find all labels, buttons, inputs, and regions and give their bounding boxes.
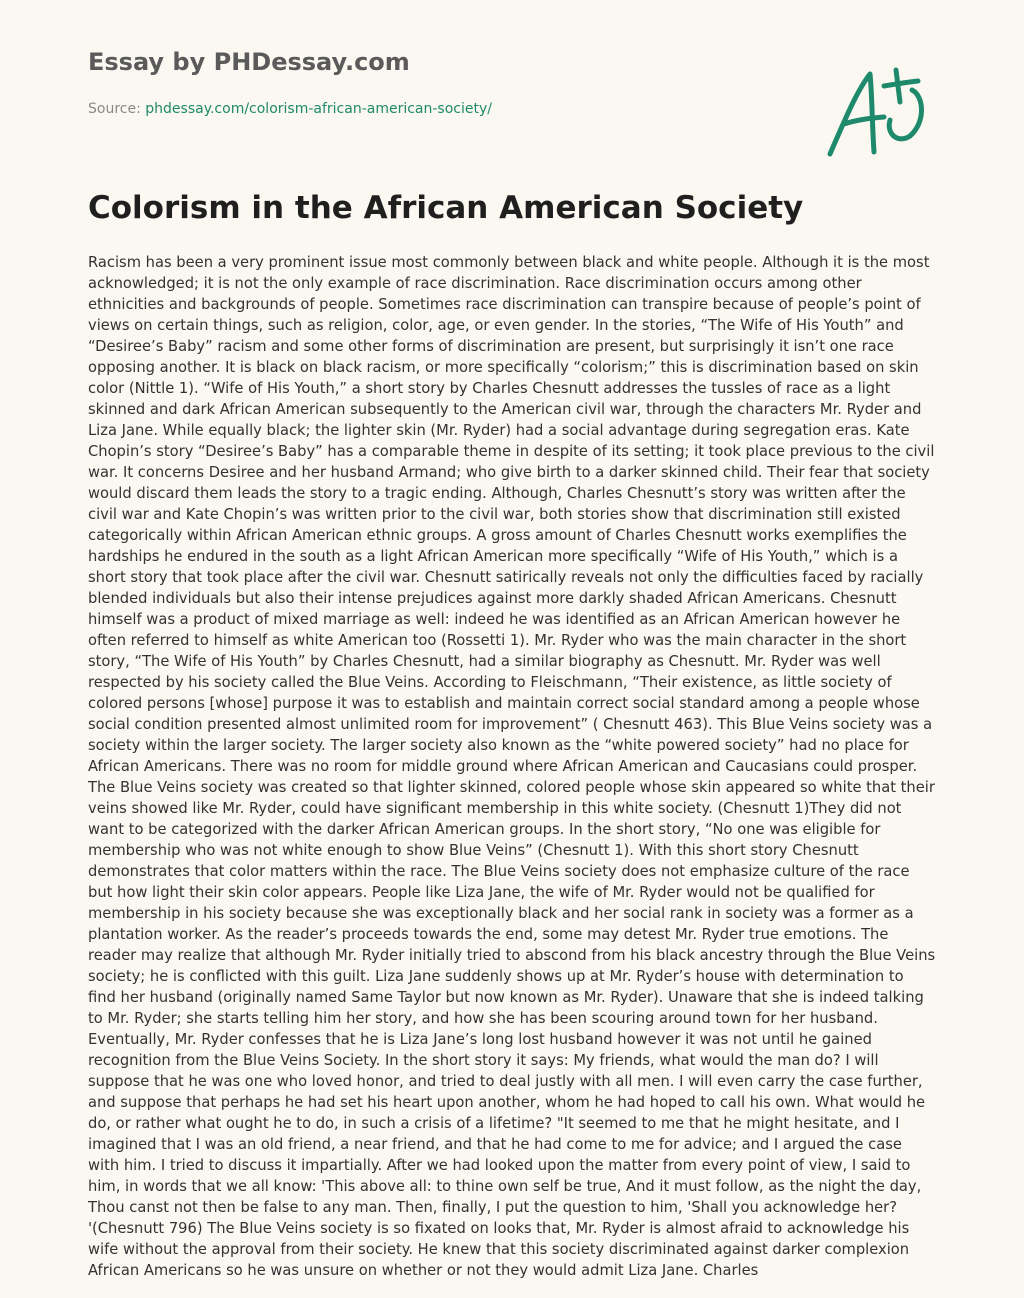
source-label: Source: [88, 101, 146, 117]
essay-body: Racism has been a very prominent issue most commonly between black and white people. Although it is the most acknowledged; it is not the only example of race discrimination. Race discrimination occurs among other ethnicities and backgrounds of people. Sometimes race discrimination can transpire because of people’s point of views on certain things, such as religion, color, age, or even gender. In the stories, “The Wife of His Youth” and “Desiree’s Baby” racism and some other forms of discrimination are present, but surprisingly it isn’t one race opposing another. It is black on black racism, or more specifically “colorism;” this is discrimination based on skin color (Nittle 1). “Wife of His Youth,” a short story by Charles Chesnutt addresses the tussles of race as a light skinned and dark African American subsequently to the American civil war, through the characters Mr. Ryder and Liza Jane. While equally black; the lighter skin (Mr. Ryder) had a social advantage during segregation eras. Kate Chopin’s story “Desiree’s Baby” has a comparable theme in despite of its setting; it took place previous to the civil war. It concerns Desiree and her husband Armand; who give birth to a darker skinned child. Their fear that society would discard them leads the story to a tragic ending. Although, Charles Chesnutt’s story was written after the civil war and Kate Chopin’s was written prior to the civil war, both stories show that discrimination still existed categorically within African American ethnic groups. A gross amount of Charles Chesnutt works exemplifies the hardships he endured in the south as a light African American more specifically “Wife of His Youth,” which is a short story that took place after the civil war. Chesnutt satirically reveals not only the difficulties faced by racially blended individuals but also their intense prejudices against more darkly shaded African Americans. Chesnutt himself was a product of mixed marriage as well: indeed he was identified as an African American however he often referred to himself as white American too (Rossetti 1). Mr. Ryder who was the main character in the short story, “The Wife of His Youth” by Charles Chesnutt, had a similar biography as Chesnutt. Mr. Ryder was well respected by his society called the Blue Veins. According to Fleischmann, “Their existence, as little society of colored persons [whose] purpose it was to establish and maintain correct social standard among a people whose social condition presented almost unlimited room for improvement” ( Chesnutt 463). This Blue Veins society was a society within the larger society. The larger society also known as the “white powered society” had no place for African Americans. There was no room for middle ground where African American and Caucasians could prosper. The Blue Veins society was created so that lighter skinned, colored people whose skin appeared so white that their veins showed like Mr. Ryder, could have significant membership in this white society. (Chesnutt 1)They did not want to be categorized with the darker African American groups. In the short story, “No one was eligible for membership who was not white enough to show Blue Veins” (Chesnutt 1). With this short story Chesnutt demonstrates that color matters within the race. The Blue Veins society does not emphasize culture of the race but how light their skin color appears. People like Liza Jane, the wife of Mr. Ryder would not be qualified for membership in his society because she was exceptionally black and her social rank in society was a former as a plantation worker. As the reader’s proceeds towards the end, some may detest Mr. Ryder true emotions. The reader may realize that although Mr. Ryder initially tried to abscond from his black ancestry through the Blue Veins society; he is conflicted with this guilt. Liza Jane suddenly shows up at Mr. Ryder’s house with determination to find her husband (originally named Same Taylor but now known as Mr. Ryder). Unaware that she is indeed talking to Mr. Ryder; she starts telling him her story, and how she has been scouring around town for her husband. Eventually, Mr. Ryder confesses that he is Liza Jane’s long lost husband however it was not until he gained recognition from the Blue Veins Society. In the short story it says: My friends, what would the man do? I will suppose that he was one who loved honor, and tried to deal justly with all men. I will even carry the case further, and suppose that perhaps he had set his heart upon another, whom he had hoped to call his own. What would he do, or rather what ought he to do, in such a crisis of a lifetime? "It seemed to me that he might hesitate, and I imagined that I was an old friend, a near friend, and that he had come to me for advice; and I argued the case with him. I tried to discuss it impartially. After we had looked upon the matter from every point of view, I said to him, in words that we all know: 'This above all: to thine own self be true, And it must follow, as the night the day, Thou canst not then be false to any man. Then, finally, I put the question to him, 'Shall you acknowledge her? '(Chesnutt 796) The Blue Veins society is so fixated on looks that, Mr. Ryder is almost afraid to acknowledge his wife without the approval from their society. He knew that this society discriminated against darker complexion African Americans so he was unsure on whether or not they would admit Liza Jane. Charles [88, 254, 936, 1279]
essay-title: Colorism in the African American Society [88, 190, 804, 226]
source-link[interactable]: phdessay.com/colorism-african-american-society/ [145, 101, 492, 117]
source-line [88, 101, 492, 117]
a-plus-logo-icon [826, 62, 936, 162]
site-brand: Essay by PHDessay.com [88, 48, 410, 76]
